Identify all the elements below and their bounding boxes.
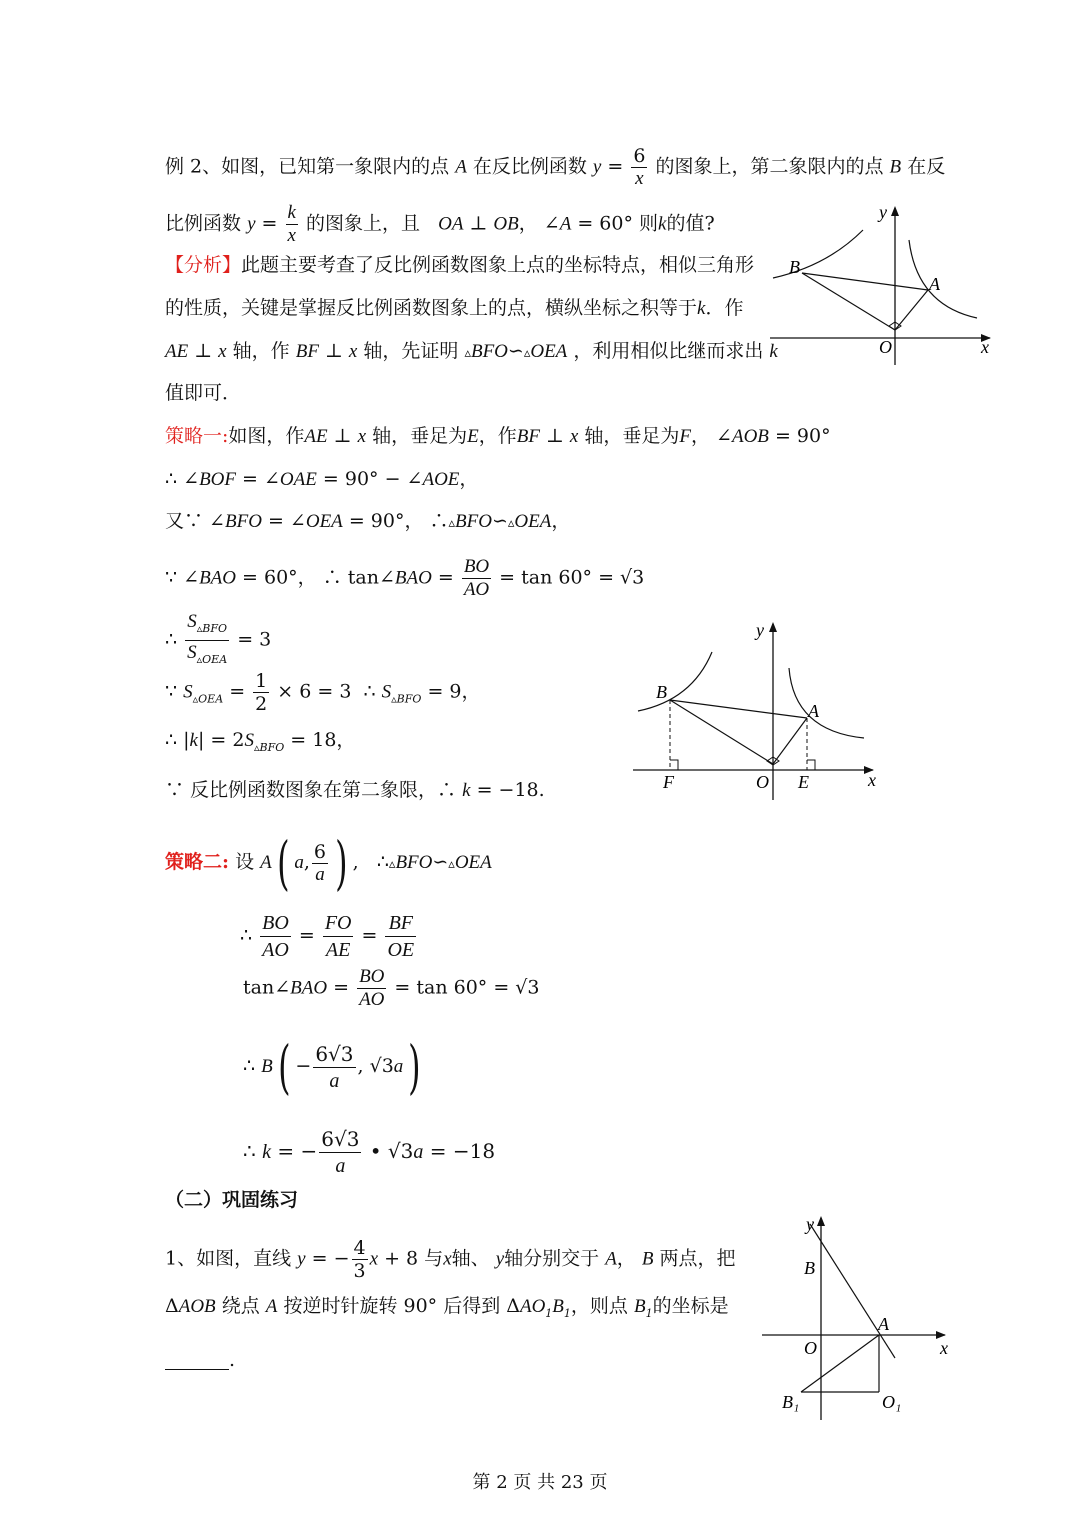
example2-line2: 比例函数 y = $\frac{k}{x}$ 的图象上，且 OA ⊥ OB， ∠A = 60° 则k的值?	[165, 202, 715, 246]
label-y: y	[756, 620, 764, 640]
label-A: A	[929, 274, 940, 294]
strategy1-line2: ∴ ∠BOF = ∠OAE = 90° − ∠AOE，	[165, 468, 479, 490]
strategy1-line6: ∵ $S_{▵OEA}$ = $\frac{1}{2}$ × 6 = 3 ∴ $S_{▵BFO} = 9$，	[165, 670, 481, 715]
figure-strategy1	[630, 618, 890, 808]
strategy2-line2: ∴ $\frac{BO}{AO}$ = $\frac{FO}{AE}$ = $\frac{BF}{OE}$	[240, 912, 415, 961]
strategy1-line1: 策略一:如图，作AE ⊥ x 轴，垂足为E，作BF ⊥ x 轴，垂足为F， ∠AOB = 90°	[165, 425, 831, 447]
segment-oa	[773, 718, 807, 764]
right-angle-mark-e	[807, 760, 815, 770]
label-B1: B₁	[782, 1392, 800, 1412]
analysis-tag: 【分析】	[165, 254, 242, 276]
analysis-line1: 【分析】此题主要考查了反比例函数图象上点的坐标特点，相似三角形	[165, 254, 755, 276]
label-B: B	[656, 682, 667, 702]
page-footer: 第 2 页 共 23 页	[472, 1472, 608, 1493]
right-angle-mark-f	[670, 760, 678, 770]
line-ab	[810, 1224, 895, 1358]
segment-ab	[802, 273, 928, 290]
strategy1-line3: 又∵ ∠BFO = ∠OEA = 90°， ∴▵BFO∽▵OEA，	[165, 510, 571, 532]
example2-line1: 例 2、如图，已知第一象限内的点 A 在反比例函数 y = $\frac{6}{x}$ 的图象上，第二象限内的点 B 在反	[165, 145, 946, 189]
label-O1: O₁	[882, 1392, 902, 1412]
strategy1-tag: 策略一:	[165, 425, 229, 447]
label-x: x	[868, 770, 876, 790]
y-axis-arrow	[891, 206, 899, 216]
label-E: E	[798, 772, 809, 792]
strategy2-line3: tan∠BAO = $\frac{BO}{AO}$ = tan 60° = √3	[243, 966, 540, 1010]
label-B: B	[789, 257, 800, 277]
analysis-line2: 的性质，关键是掌握反比例函数图象上的点，横纵坐标之积等于k．作	[165, 297, 744, 319]
segment-ab	[670, 700, 807, 718]
label-F: F	[663, 772, 674, 792]
practice-q1-line2: ΔAOB 绕点 A 按逆时针旋转 90° 后得到 $\Delta AO_1B_1$，则点 $B_1$的坐标是	[165, 1295, 729, 1320]
segment-oa	[895, 290, 928, 330]
curve-quadrant2	[638, 652, 712, 711]
fraction-k-over-x: $\frac{k}{x}$	[287, 202, 296, 246]
label-O: O	[756, 772, 769, 792]
strategy2-line5: ∴ k = − $\frac{6√3}{a}$ • √3a = −18	[243, 1127, 496, 1177]
label-B: B	[804, 1258, 815, 1278]
strategy1-line8: ∵ 反比例函数图象在第二象限，∴ k = −18.	[165, 779, 545, 801]
practice-q1-line1: 1、如图，直线 y = − $\frac{4}{3}$ x + 8 与x轴、 y轴分别交于 A， B 两点，把	[165, 1237, 736, 1282]
answer-blank[interactable]	[165, 1349, 229, 1370]
strategy2-line1: 策略二: 设 A( a, $\frac{6}{a}$ ) , ∴▵BFO∽▵OEA	[165, 829, 492, 897]
label-y: y	[879, 202, 887, 222]
label-O: O	[804, 1338, 817, 1358]
curve-quadrant2	[773, 230, 863, 278]
fraction-6-over-x: $\frac{6}{x}$	[633, 145, 646, 189]
y-axis-arrow	[817, 1216, 825, 1226]
label-A: A	[878, 1314, 889, 1334]
label-x: x	[981, 337, 989, 357]
label-x: x	[940, 1338, 948, 1358]
figure-practice1	[760, 1212, 960, 1422]
label-A: A	[808, 701, 819, 721]
label-y: y	[806, 1214, 814, 1234]
analysis-line4: 值即可．	[165, 382, 242, 404]
segment-ob	[802, 273, 895, 330]
strategy2-line4: ∴ B( − $\frac{6√3}{a}$ , √3a)	[243, 1033, 421, 1101]
strategy1-line5: ∴ $\frac{S_{▵BFO}}{S_{▵OEA}}$ = 3	[165, 611, 272, 666]
label-O: O	[879, 337, 892, 357]
curve-quadrant1	[909, 240, 977, 318]
strategy1-line4: ∵ ∠BAO = 60°， ∴ tan∠BAO = $\frac{BO}{AO}$ = tan 60° = √3	[165, 556, 645, 600]
y-axis-arrow	[769, 622, 777, 632]
strategy2-tag: 策略二:	[165, 851, 230, 873]
segment-ob	[670, 700, 773, 764]
strategy1-line7: ∴ $|k| = 2S_{▵BFO} = 18$，	[165, 729, 356, 754]
practice-q1-line3: .	[165, 1347, 235, 1373]
example2-label: 例 2、如图，已知第一象限内的点	[165, 155, 450, 178]
practice-heading: （二）巩固练习	[165, 1189, 299, 1211]
analysis-line3: AE ⊥ x 轴，作 BF ⊥ x 轴，先证明 ▵BFO∽▵OEA ，利用相似比继而求出 k	[165, 340, 778, 362]
figure-example2	[765, 200, 1005, 370]
